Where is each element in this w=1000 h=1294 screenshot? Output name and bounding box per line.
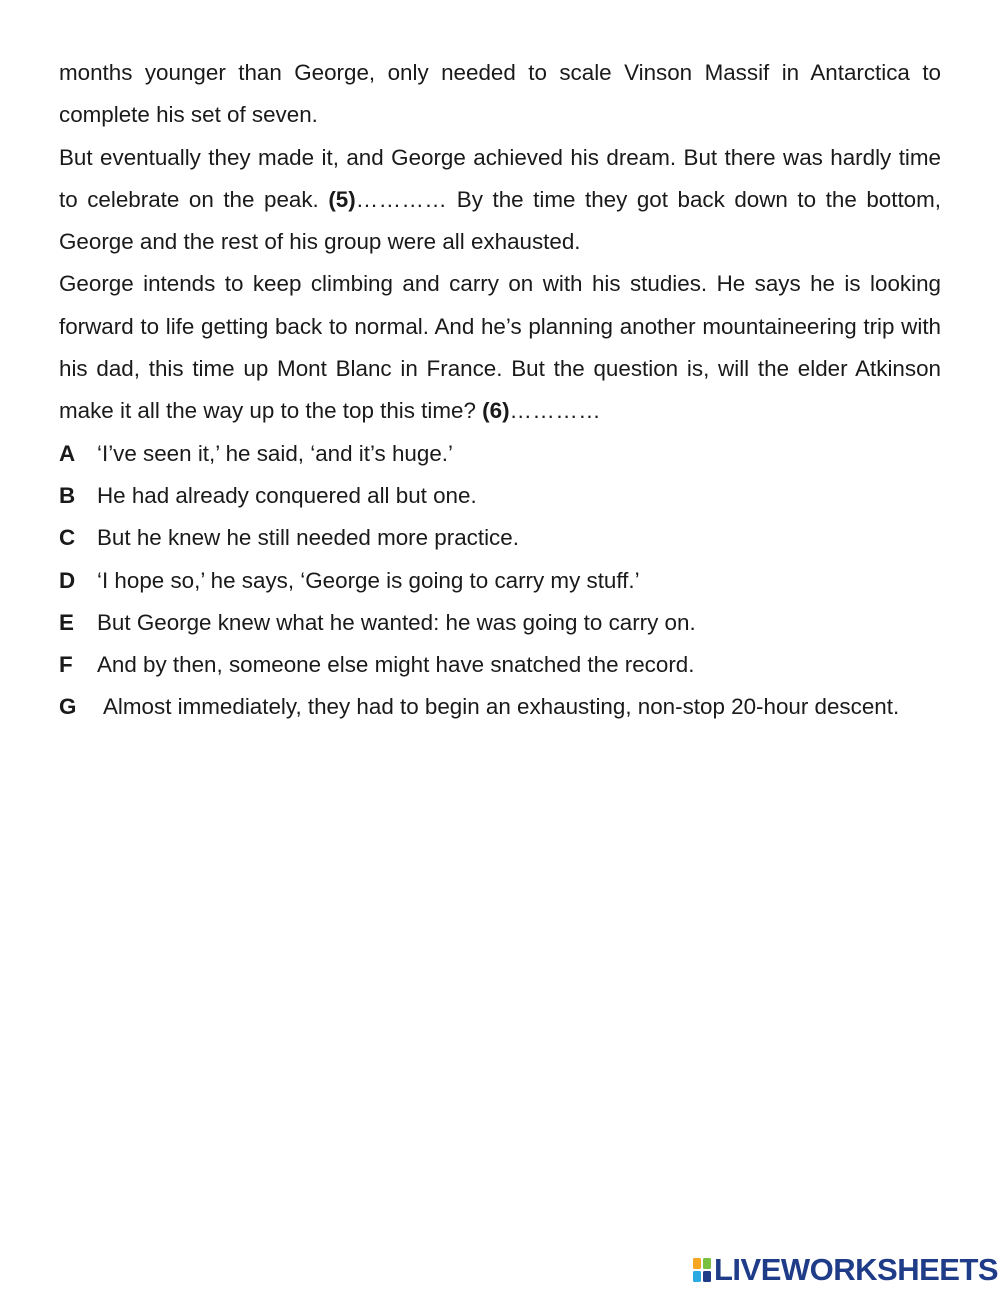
option-e-letter: E bbox=[59, 609, 74, 635]
option-b-text: He had already conquered all but one. bbox=[97, 482, 477, 508]
option-e-text: But George knew what he wanted: he was going to carry on. bbox=[97, 609, 696, 635]
paragraph-2-text-before: But eventually they made it, and George achieved his dream. But there was hardly time to celebrate on the peak. bbox=[59, 144, 941, 212]
paragraph-2 bbox=[59, 137, 941, 264]
option-e bbox=[59, 602, 941, 644]
paragraph-2-text-after: By the time they got back down to the bottom, George and the rest of his group were all exhausted. bbox=[59, 186, 941, 255]
option-b-letter: B bbox=[59, 482, 76, 508]
option-b bbox=[59, 475, 941, 517]
gap-5-blank[interactable]: ………… bbox=[355, 186, 448, 212]
option-d bbox=[59, 560, 941, 602]
paragraph-3 bbox=[59, 263, 941, 432]
paragraph-1 bbox=[59, 52, 941, 137]
option-d-text: ‘I hope so,’ he says, ‘George is going to carry my stuff.’ bbox=[97, 567, 640, 593]
paragraph-1-text: months younger than George, only needed to scale Vinson Massif in Antarctica to complete his set of seven. bbox=[59, 60, 941, 128]
gap-6-number: (6) bbox=[482, 398, 510, 424]
option-a bbox=[59, 433, 941, 475]
liveworksheets-logo-text: LIVEWORKSHEETS bbox=[714, 1252, 999, 1287]
gap-6-blank[interactable]: ………… bbox=[509, 398, 602, 424]
option-g bbox=[59, 686, 941, 728]
option-f-text: And by then, someone else might have snatched the record. bbox=[97, 652, 695, 678]
option-g-letter: G bbox=[59, 694, 77, 720]
option-d-letter: D bbox=[59, 567, 76, 593]
option-g-text: Almost immediately, they had to begin an exhausting, non-stop 20-hour descent. bbox=[103, 694, 900, 720]
option-c-text: But he knew he still needed more practice. bbox=[97, 525, 519, 551]
option-a-text: ‘I’ve seen it,’ he said, ‘and it’s huge.’ bbox=[97, 440, 453, 466]
option-a-letter: A bbox=[59, 440, 76, 466]
gap-5-number: (5) bbox=[328, 186, 356, 212]
liveworksheets-logo-icon bbox=[693, 1258, 711, 1282]
option-f bbox=[59, 644, 941, 686]
worksheet-page bbox=[59, 52, 941, 729]
liveworksheets-logo[interactable] bbox=[693, 1254, 998, 1286]
option-f-letter: F bbox=[59, 652, 73, 678]
option-c bbox=[59, 517, 941, 559]
paragraph-3-text: George intends to keep climbing and carry on with his studies. He says he is looking forward to life getting back to normal. And he’s planning another mountaineering trip with his dad, this time up Mont Blanc in France. But the question is, will the elder Atkinson make it all the way up to the top this time? bbox=[59, 271, 941, 424]
option-c-letter: C bbox=[59, 525, 76, 551]
